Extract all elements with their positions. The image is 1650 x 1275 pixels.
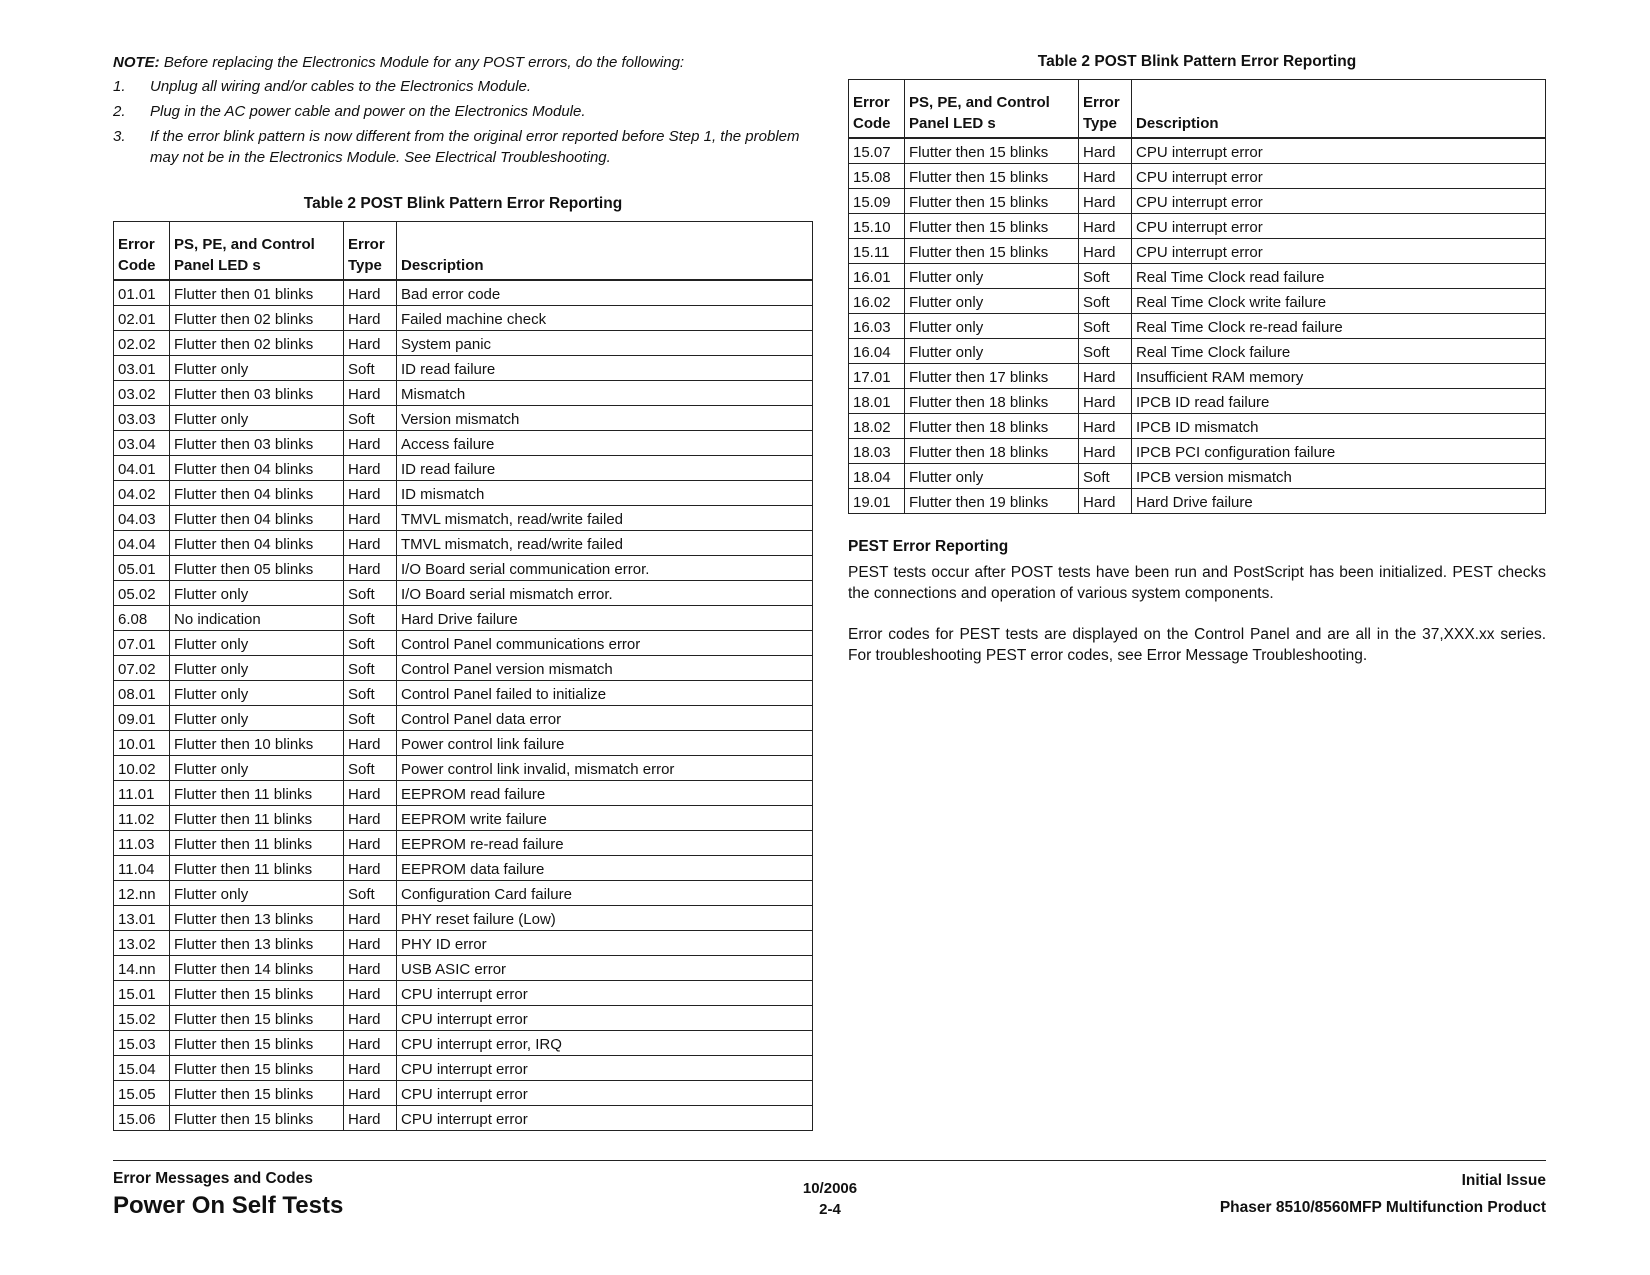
cell-error-type: Hard <box>344 506 397 531</box>
cell-error-code: 08.01 <box>114 681 170 706</box>
cell-led-pattern: Flutter then 13 blinks <box>170 906 344 931</box>
cell-error-type: Hard <box>344 831 397 856</box>
cell-error-code: 6.08 <box>114 606 170 631</box>
table-row <box>849 339 1546 364</box>
cell-error-code: 15.07 <box>849 138 905 164</box>
cell-error-type: Soft <box>1079 339 1132 364</box>
footer-product: Phaser 8510/8560MFP Multifunction Product <box>1219 1199 1546 1216</box>
cell-description: TMVL mismatch, read/write failed <box>397 506 813 531</box>
cell-led-pattern: Flutter then 18 blinks <box>905 414 1079 439</box>
cell-error-code: 03.02 <box>114 381 170 406</box>
table-row <box>114 681 813 706</box>
cell-led-pattern: Flutter then 15 blinks <box>170 1081 344 1106</box>
cell-error-type: Hard <box>344 906 397 931</box>
cell-error-code: 15.02 <box>114 1006 170 1031</box>
cell-led-pattern: Flutter then 05 blinks <box>170 556 344 581</box>
cell-error-code: 15.10 <box>849 214 905 239</box>
table-row <box>114 581 813 606</box>
cell-led-pattern: Flutter then 15 blinks <box>905 138 1079 164</box>
cell-description: CPU interrupt error <box>1132 164 1546 189</box>
cell-error-code: 15.01 <box>114 981 170 1006</box>
table-row <box>849 464 1546 489</box>
step-number: 2. <box>113 103 126 120</box>
right-column <box>848 52 1546 686</box>
cell-error-code: 16.04 <box>849 339 905 364</box>
step-number: 3. <box>113 128 126 145</box>
header-error-type: Error Type <box>1079 80 1132 139</box>
cell-error-code: 02.02 <box>114 331 170 356</box>
table-caption-left: Table 2 POST Blink Pattern Error Reporting <box>303 195 623 212</box>
cell-error-code: 04.04 <box>114 531 170 556</box>
cell-error-code: 09.01 <box>114 706 170 731</box>
table-row <box>849 314 1546 339</box>
cell-error-code: 16.03 <box>849 314 905 339</box>
table-row <box>114 881 813 906</box>
table-row <box>114 781 813 806</box>
cell-led-pattern: No indication <box>170 606 344 631</box>
cell-led-pattern: Flutter only <box>170 406 344 431</box>
cell-error-type: Hard <box>1079 138 1132 164</box>
pest-paragraph-1: PEST tests occur after POST tests have been run and PostScript has been initialized. PEST checks the connections and operation of various system components. <box>848 564 1546 602</box>
cell-error-type: Soft <box>344 631 397 656</box>
footer-divider <box>113 1160 1546 1161</box>
cell-led-pattern: Flutter then 13 blinks <box>170 931 344 956</box>
cell-error-type: Hard <box>1079 164 1132 189</box>
cell-error-type: Hard <box>1079 364 1132 389</box>
cell-error-type: Soft <box>344 406 397 431</box>
cell-description: Control Panel version mismatch <box>397 656 813 681</box>
table-row <box>849 289 1546 314</box>
table-row <box>114 806 813 831</box>
table-row <box>114 506 813 531</box>
header-error-type: Error Type <box>344 222 397 281</box>
table-row <box>114 556 813 581</box>
cell-led-pattern: Flutter then 11 blinks <box>170 856 344 881</box>
note-intro <box>113 52 813 73</box>
cell-led-pattern: Flutter only <box>170 681 344 706</box>
cell-error-code: 04.03 <box>114 506 170 531</box>
cell-led-pattern: Flutter then 10 blinks <box>170 731 344 756</box>
cell-error-type: Hard <box>344 1106 397 1131</box>
cell-description: Control Panel communications error <box>397 631 813 656</box>
table-row <box>114 406 813 431</box>
cell-description: CPU interrupt error <box>397 1006 813 1031</box>
table-row <box>114 956 813 981</box>
cell-description: CPU interrupt error <box>1132 138 1546 164</box>
cell-error-type: Hard <box>1079 189 1132 214</box>
table-header-row <box>849 80 1546 139</box>
cell-description: CPU interrupt error <box>397 981 813 1006</box>
table-row <box>114 756 813 781</box>
cell-error-code: 18.02 <box>849 414 905 439</box>
cell-error-type: Soft <box>344 681 397 706</box>
table-row <box>114 356 813 381</box>
cell-led-pattern: Flutter then 11 blinks <box>170 831 344 856</box>
cell-description: EEPROM read failure <box>397 781 813 806</box>
cell-led-pattern: Flutter then 15 blinks <box>170 1056 344 1081</box>
table-row <box>114 656 813 681</box>
table-row <box>849 414 1546 439</box>
cell-description: CPU interrupt error <box>397 1056 813 1081</box>
cell-description: CPU interrupt error <box>1132 189 1546 214</box>
cell-error-type: Hard <box>344 556 397 581</box>
cell-error-code: 14.nn <box>114 956 170 981</box>
cell-description: Control Panel failed to initialize <box>397 681 813 706</box>
cell-error-code: 04.01 <box>114 456 170 481</box>
table-row <box>849 164 1546 189</box>
cell-error-type: Soft <box>1079 289 1132 314</box>
cell-led-pattern: Flutter only <box>170 756 344 781</box>
table-row <box>114 1006 813 1031</box>
table-row <box>114 1056 813 1081</box>
cell-led-pattern: Flutter then 15 blinks <box>905 164 1079 189</box>
cell-error-type: Soft <box>344 356 397 381</box>
table-row <box>114 306 813 331</box>
cell-led-pattern: Flutter then 15 blinks <box>170 1106 344 1131</box>
table-row <box>114 731 813 756</box>
footer-issue: Initial Issue <box>1461 1172 1546 1189</box>
cell-description: CPU interrupt error <box>1132 214 1546 239</box>
cell-error-code: 03.04 <box>114 431 170 456</box>
cell-error-code: 10.01 <box>114 731 170 756</box>
cell-error-code: 05.01 <box>114 556 170 581</box>
cell-error-code: 16.02 <box>849 289 905 314</box>
cell-error-type: Soft <box>344 756 397 781</box>
cell-error-type: Hard <box>1079 239 1132 264</box>
table-row <box>849 389 1546 414</box>
cell-led-pattern: Flutter then 17 blinks <box>905 364 1079 389</box>
cell-description: CPU interrupt error <box>397 1081 813 1106</box>
cell-description: I/O Board serial communication error. <box>397 556 813 581</box>
cell-error-type: Hard <box>344 1006 397 1031</box>
cell-description: ID mismatch <box>397 481 813 506</box>
note-steps <box>113 76 813 168</box>
cell-led-pattern: Flutter then 02 blinks <box>170 306 344 331</box>
cell-error-code: 11.04 <box>114 856 170 881</box>
header-error-code: Error Code <box>849 80 905 139</box>
cell-led-pattern: Flutter then 03 blinks <box>170 381 344 406</box>
table-row <box>849 214 1546 239</box>
cell-error-type: Hard <box>344 1031 397 1056</box>
cell-error-type: Hard <box>344 981 397 1006</box>
cell-error-type: Hard <box>1079 439 1132 464</box>
cell-error-type: Hard <box>344 931 397 956</box>
cell-error-code: 13.02 <box>114 931 170 956</box>
cell-led-pattern: Flutter then 15 blinks <box>170 1031 344 1056</box>
cell-led-pattern: Flutter then 11 blinks <box>170 781 344 806</box>
cell-error-code: 15.04 <box>114 1056 170 1081</box>
cell-led-pattern: Flutter then 15 blinks <box>905 239 1079 264</box>
cell-description: CPU interrupt error <box>397 1106 813 1131</box>
cell-description: IPCB PCI configuration failure <box>1132 439 1546 464</box>
cell-description: Control Panel data error <box>397 706 813 731</box>
cell-led-pattern: Flutter then 01 blinks <box>170 280 344 306</box>
table-row <box>114 331 813 356</box>
table-row <box>114 856 813 881</box>
cell-description: EEPROM re-read failure <box>397 831 813 856</box>
cell-error-code: 15.05 <box>114 1081 170 1106</box>
cell-led-pattern: Flutter only <box>170 706 344 731</box>
table-caption-right: Table 2 POST Blink Pattern Error Reporting <box>1037 53 1357 70</box>
cell-error-type: Hard <box>344 856 397 881</box>
cell-error-type: Hard <box>1079 389 1132 414</box>
table-row <box>114 431 813 456</box>
step-text: If the error blink pattern is now different from the original error reported before Step 1, the problem may not be in the Electronics Module. See Electrical Troubleshooting. <box>150 128 800 166</box>
table-row <box>114 906 813 931</box>
table-row <box>849 439 1546 464</box>
cell-led-pattern: Flutter then 18 blinks <box>905 439 1079 464</box>
cell-led-pattern: Flutter only <box>905 289 1079 314</box>
cell-error-type: Hard <box>344 381 397 406</box>
cell-error-code: 13.01 <box>114 906 170 931</box>
cell-error-code: 18.01 <box>849 389 905 414</box>
table-row <box>849 138 1546 164</box>
cell-error-type: Soft <box>1079 314 1132 339</box>
cell-error-type: Hard <box>344 956 397 981</box>
cell-led-pattern: Flutter then 15 blinks <box>905 214 1079 239</box>
cell-error-code: 15.03 <box>114 1031 170 1056</box>
cell-error-type: Soft <box>344 881 397 906</box>
cell-error-code: 04.02 <box>114 481 170 506</box>
cell-description: USB ASIC error <box>397 956 813 981</box>
table-row <box>849 239 1546 264</box>
cell-error-type: Hard <box>344 306 397 331</box>
cell-description: Version mismatch <box>397 406 813 431</box>
cell-description: Hard Drive failure <box>1132 489 1546 514</box>
table-row <box>114 1081 813 1106</box>
table-row <box>114 631 813 656</box>
cell-description: EEPROM write failure <box>397 806 813 831</box>
cell-led-pattern: Flutter only <box>170 656 344 681</box>
cell-led-pattern: Flutter only <box>905 314 1079 339</box>
cell-led-pattern: Flutter then 04 blinks <box>170 506 344 531</box>
cell-error-code: 18.03 <box>849 439 905 464</box>
table-row <box>849 189 1546 214</box>
cell-error-type: Soft <box>344 606 397 631</box>
cell-led-pattern: Flutter only <box>905 464 1079 489</box>
table-row <box>114 981 813 1006</box>
step-text: Plug in the AC power cable and power on the Electronics Module. <box>150 103 586 120</box>
cell-led-pattern: Flutter only <box>170 631 344 656</box>
cell-description: Power control link failure <box>397 731 813 756</box>
cell-led-pattern: Flutter only <box>905 264 1079 289</box>
cell-error-code: 11.03 <box>114 831 170 856</box>
cell-error-code: 02.01 <box>114 306 170 331</box>
cell-description: Insufficient RAM memory <box>1132 364 1546 389</box>
cell-error-code: 07.02 <box>114 656 170 681</box>
note-label: NOTE: <box>113 54 160 71</box>
cell-description: ID read failure <box>397 356 813 381</box>
cell-error-code: 18.04 <box>849 464 905 489</box>
cell-error-type: Soft <box>1079 464 1132 489</box>
cell-error-type: Hard <box>344 456 397 481</box>
cell-description: Access failure <box>397 431 813 456</box>
table-row <box>114 481 813 506</box>
cell-error-type: Hard <box>344 280 397 306</box>
cell-error-code: 15.11 <box>849 239 905 264</box>
cell-error-type: Hard <box>344 431 397 456</box>
cell-error-type: Hard <box>1079 414 1132 439</box>
note-step <box>113 76 813 97</box>
cell-error-code: 07.01 <box>114 631 170 656</box>
cell-led-pattern: Flutter only <box>905 339 1079 364</box>
cell-led-pattern: Flutter only <box>170 581 344 606</box>
cell-description: Real Time Clock read failure <box>1132 264 1546 289</box>
cell-description: Real Time Clock failure <box>1132 339 1546 364</box>
cell-error-type: Soft <box>344 706 397 731</box>
cell-description: Configuration Card failure <box>397 881 813 906</box>
table-row <box>114 831 813 856</box>
cell-led-pattern: Flutter then 15 blinks <box>170 1006 344 1031</box>
table-row <box>849 264 1546 289</box>
note-text: Before replacing the Electronics Module for any POST errors, do the following: <box>159 54 685 71</box>
cell-description: EEPROM data failure <box>397 856 813 881</box>
cell-error-type: Soft <box>344 656 397 681</box>
table-row <box>114 931 813 956</box>
header-led: PS, PE, and Control Panel LED s <box>905 80 1079 139</box>
cell-description: Real Time Clock write failure <box>1132 289 1546 314</box>
note-step <box>113 101 813 122</box>
cell-description: TMVL mismatch, read/write failed <box>397 531 813 556</box>
cell-description: System panic <box>397 331 813 356</box>
step-text: Unplug all wiring and/or cables to the Electronics Module. <box>150 78 532 95</box>
pest-paragraph-2: Error codes for PEST tests are displayed on the Control Panel and are all in the 37,XXX.xx series. For troubleshooting PEST error codes, see Error Message Troubleshooting. <box>848 626 1546 664</box>
footer-date-page <box>760 1178 900 1220</box>
cell-led-pattern: Flutter then 14 blinks <box>170 956 344 981</box>
cell-led-pattern: Flutter then 03 blinks <box>170 431 344 456</box>
cell-error-code: 05.02 <box>114 581 170 606</box>
table-header-row <box>114 222 813 281</box>
cell-error-type: Soft <box>1079 264 1132 289</box>
cell-error-code: 15.06 <box>114 1106 170 1131</box>
cell-error-code: 15.08 <box>849 164 905 189</box>
cell-error-code: 03.03 <box>114 406 170 431</box>
table-body-left <box>114 280 813 1131</box>
cell-description: PHY ID error <box>397 931 813 956</box>
cell-led-pattern: Flutter then 19 blinks <box>905 489 1079 514</box>
cell-led-pattern: Flutter then 04 blinks <box>170 531 344 556</box>
header-error-code: Error Code <box>114 222 170 281</box>
cell-error-type: Soft <box>344 581 397 606</box>
table-row <box>114 1106 813 1131</box>
cell-led-pattern: Flutter then 04 blinks <box>170 481 344 506</box>
cell-error-type: Hard <box>344 1081 397 1106</box>
table-row <box>114 456 813 481</box>
cell-error-code: 17.01 <box>849 364 905 389</box>
cell-description: I/O Board serial mismatch error. <box>397 581 813 606</box>
footer-date: 10/2006 <box>802 1180 858 1197</box>
cell-description: IPCB ID read failure <box>1132 389 1546 414</box>
cell-error-code: 01.01 <box>114 280 170 306</box>
cell-error-type: Hard <box>1079 489 1132 514</box>
cell-description: Failed machine check <box>397 306 813 331</box>
table-row <box>114 1031 813 1056</box>
cell-error-type: Hard <box>344 1056 397 1081</box>
cell-error-code: 11.02 <box>114 806 170 831</box>
cell-description: Mismatch <box>397 381 813 406</box>
cell-error-type: Hard <box>1079 214 1132 239</box>
cell-description: ID read failure <box>397 456 813 481</box>
footer-page-number: 2-4 <box>819 1201 841 1218</box>
cell-description: IPCB version mismatch <box>1132 464 1546 489</box>
cell-error-type: Hard <box>344 531 397 556</box>
table-row <box>849 364 1546 389</box>
cell-description: CPU interrupt error <box>1132 239 1546 264</box>
cell-error-code: 19.01 <box>849 489 905 514</box>
cell-led-pattern: Flutter only <box>170 881 344 906</box>
post-error-table-left <box>113 221 813 1131</box>
cell-description: IPCB ID mismatch <box>1132 414 1546 439</box>
cell-description: Real Time Clock re-read failure <box>1132 314 1546 339</box>
cell-led-pattern: Flutter only <box>170 356 344 381</box>
cell-error-type: Hard <box>344 331 397 356</box>
table-row <box>114 280 813 306</box>
table-row <box>849 489 1546 514</box>
step-number: 1. <box>113 78 126 95</box>
cell-description: Bad error code <box>397 280 813 306</box>
cell-error-type: Hard <box>344 781 397 806</box>
table-body-right <box>849 138 1546 514</box>
cell-led-pattern: Flutter then 11 blinks <box>170 806 344 831</box>
cell-led-pattern: Flutter then 04 blinks <box>170 456 344 481</box>
cell-description: Hard Drive failure <box>397 606 813 631</box>
cell-led-pattern: Flutter then 02 blinks <box>170 331 344 356</box>
note-step <box>113 126 813 168</box>
footer-section: Error Messages and Codes <box>113 1170 313 1187</box>
cell-led-pattern: Flutter then 15 blinks <box>905 189 1079 214</box>
post-error-table-right <box>848 79 1546 514</box>
cell-error-code: 03.01 <box>114 356 170 381</box>
cell-error-code: 16.01 <box>849 264 905 289</box>
cell-error-type: Hard <box>344 731 397 756</box>
table-row <box>114 531 813 556</box>
cell-description: Power control link invalid, mismatch error <box>397 756 813 781</box>
cell-led-pattern: Flutter then 18 blinks <box>905 389 1079 414</box>
cell-description: PHY reset failure (Low) <box>397 906 813 931</box>
header-description: Description <box>1132 80 1546 139</box>
left-column <box>113 52 813 1131</box>
cell-error-code: 15.09 <box>849 189 905 214</box>
header-led: PS, PE, and Control Panel LED s <box>170 222 344 281</box>
footer-title: Power On Self Tests <box>113 1192 344 1219</box>
cell-error-type: Hard <box>344 481 397 506</box>
cell-error-code: 11.01 <box>114 781 170 806</box>
cell-description: CPU interrupt error, IRQ <box>397 1031 813 1056</box>
header-description: Description <box>397 222 813 281</box>
cell-error-code: 12.nn <box>114 881 170 906</box>
pest-heading: PEST Error Reporting <box>848 538 1009 555</box>
cell-led-pattern: Flutter then 15 blinks <box>170 981 344 1006</box>
table-row <box>114 381 813 406</box>
table-row <box>114 606 813 631</box>
table-row <box>114 706 813 731</box>
cell-error-type: Hard <box>344 806 397 831</box>
cell-error-code: 10.02 <box>114 756 170 781</box>
